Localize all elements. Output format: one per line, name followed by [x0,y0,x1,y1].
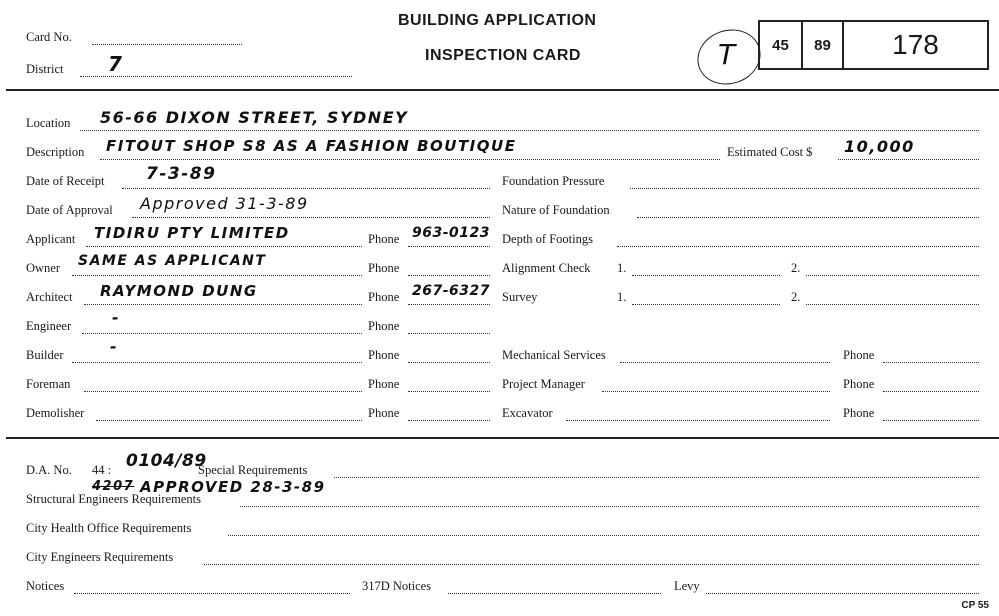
survey-dots2 [806,304,979,305]
city-engineers-label: City Engineers Requirements [26,550,174,564]
applicant-phone-value: 963-0123 [412,225,490,241]
city-health-label: City Health Office Requirements [26,521,192,535]
estimated-cost-dots [838,159,979,160]
structural-engineers-label: Structural Engineers Requirements [26,492,201,506]
317d-notices-label: 317D Notices [362,579,432,593]
applicant-phone-dots [408,246,490,247]
district-value: 7 [108,52,124,76]
mechanical-services-phone-dots [883,362,979,363]
special-requirements-label: Special Requirements [198,463,308,477]
owner-label: Owner [26,261,61,275]
location-dots [80,130,979,131]
owner-phone-dots [408,275,490,276]
nature-of-foundation-label: Nature of Foundation [502,203,610,217]
district-label: District [26,62,64,76]
engineer-value: - [112,308,121,327]
location-label: Location [26,116,71,130]
foundation-pressure-label: Foundation Pressure [502,174,605,188]
applicant-phone-label: Phone [368,232,400,246]
demolisher-label: Demolisher [26,406,85,420]
location-value: 56-66 DIXON STREET, SYDNEY [100,108,409,127]
foundation-pressure-dots [630,188,979,189]
excavator-phone-label: Phone [843,406,875,420]
builder-value: - [110,337,119,356]
date-of-receipt-dots [122,188,490,189]
foreman-phone-dots [408,391,490,392]
demolisher-dots [96,420,362,421]
estimated-cost-value: 10,000 [844,137,915,156]
levy-dots [706,593,979,594]
alignment-check-dots1 [632,275,780,276]
date-of-approval-label: Date of Approval [26,203,113,217]
owner-phone-label: Phone [368,261,400,275]
architect-label: Architect [26,290,73,304]
date-of-receipt-value: 7-3-89 [146,164,217,184]
da-no-prefix: 44 : [92,463,112,477]
depth-of-footings-dots [617,246,979,247]
struck-text: 4207 [92,479,135,494]
project-manager-phone-dots [883,391,979,392]
description-dots [100,159,720,160]
description-label: Description [26,145,85,159]
builder-dots [72,362,362,363]
title-line2: INSPECTION CARD [425,47,581,64]
circled-mark: T [718,38,737,71]
levy-label: Levy [674,579,700,593]
card-number-box: 178 [842,20,989,70]
nature-of-foundation-dots [637,217,979,218]
survey-dots1 [632,304,780,305]
approved-note: APPROVED 28-3-89 [140,478,326,496]
alignment-check-dots2 [806,275,979,276]
city-health-dots [228,535,979,536]
date-of-receipt-label: Date of Receipt [26,174,105,188]
foreman-phone-label: Phone [368,377,400,391]
engineer-phone-label: Phone [368,319,400,333]
applicant-label: Applicant [26,232,76,246]
form-code: CP 55 [961,600,989,611]
da-no-label: D.A. No. [26,463,72,477]
mechanical-services-phone-label: Phone [843,348,875,362]
date-of-approval-value: Approved 31-3-89 [140,194,309,213]
owner-value: SAME AS APPLICANT [78,253,267,269]
special-requirements-dots [334,477,979,478]
engineer-phone-dots [408,333,490,334]
architect-phone-label: Phone [368,290,400,304]
date-of-approval-dots [132,217,490,218]
demolisher-phone-label: Phone [368,406,400,420]
register-box-b: 89 [801,20,844,70]
architect-value: RAYMOND DUNG [100,282,258,300]
header-rule [6,89,999,91]
survey-label: Survey [502,290,538,304]
applicant-value: TIDIRU PTY LIMITED [94,224,290,242]
district-dots [80,76,352,77]
owner-dots [72,275,362,276]
city-engineers-dots [204,564,979,565]
card-no-dots [92,44,242,45]
mechanical-services-dots [620,362,830,363]
excavator-label: Excavator [502,406,553,420]
description-value: FITOUT SHOP S8 AS A FASHION BOUTIQUE [106,137,517,155]
architect-phone-dots [408,304,490,305]
builder-label: Builder [26,348,64,362]
survey-num2: 2. [791,290,801,304]
card-no-label: Card No. [26,30,72,44]
engineer-dots [82,333,362,334]
register-box-a: 45 [758,20,803,70]
structural-engineers-dots [240,506,979,507]
alignment-check-num1: 1. [617,261,627,275]
foreman-label: Foreman [26,377,71,391]
architect-phone-value: 267-6327 [412,283,490,299]
title-line1: BUILDING APPLICATION [398,12,597,29]
foreman-dots [84,391,362,392]
project-manager-dots [602,391,830,392]
alignment-check-num2: 2. [791,261,801,275]
excavator-phone-dots [883,420,979,421]
survey-num1: 1. [617,290,627,304]
demolisher-phone-dots [408,420,490,421]
engineer-label: Engineer [26,319,72,333]
notices-label: Notices [26,579,65,593]
builder-phone-dots [408,362,490,363]
estimated-cost-label: Estimated Cost $ [727,145,813,159]
project-manager-phone-label: Phone [843,377,875,391]
section-rule [6,437,999,439]
applicant-dots [86,246,362,247]
builder-phone-label: Phone [368,348,400,362]
alignment-check-label: Alignment Check [502,261,591,275]
architect-dots [84,304,362,305]
excavator-dots [566,420,830,421]
da-no-value: 0104/89 [126,451,207,471]
depth-of-footings-label: Depth of Footings [502,232,593,246]
mechanical-services-label: Mechanical Services [502,348,606,362]
project-manager-label: Project Manager [502,377,585,391]
317d-notices-dots [448,593,661,594]
notices-dots [74,593,350,594]
